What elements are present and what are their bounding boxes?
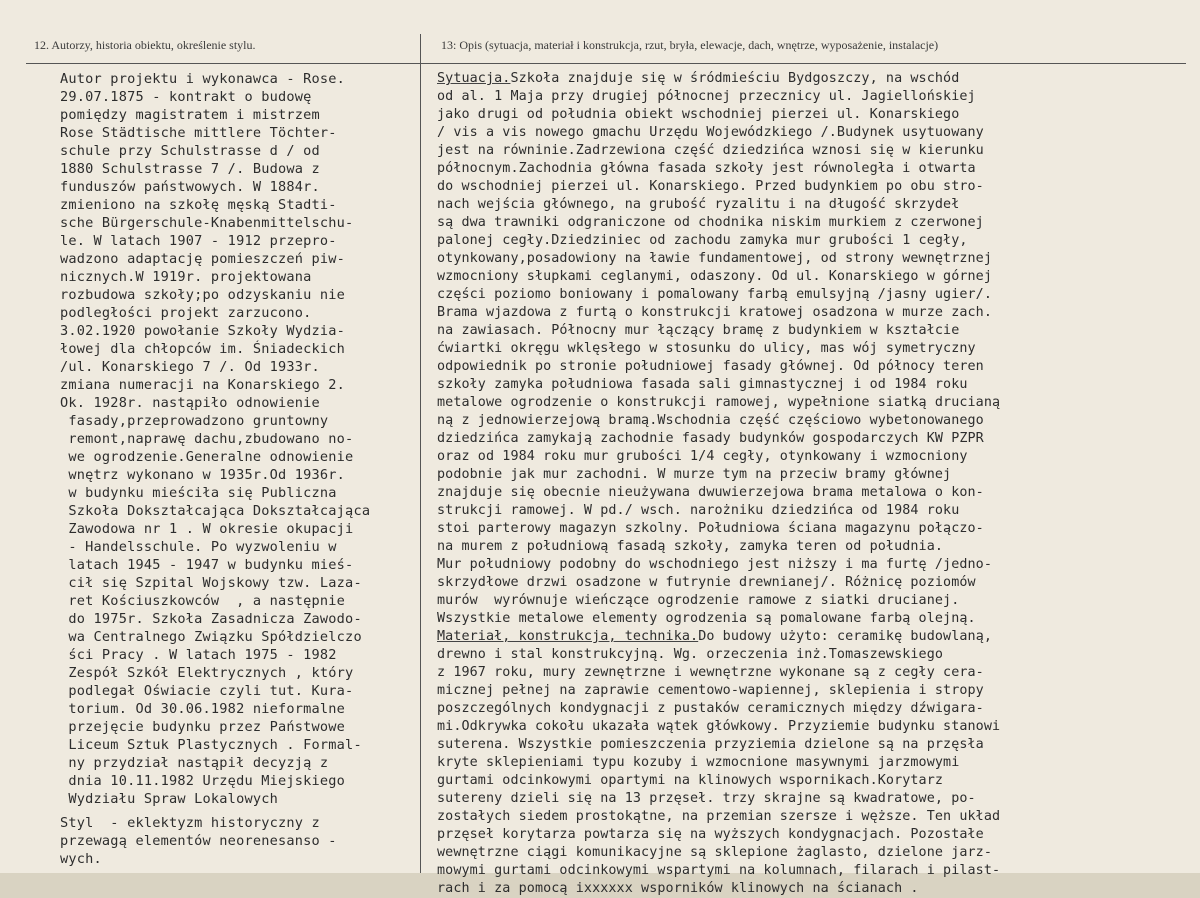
right-text-line-10: palonej cegły.Dziedziniec od zachodu zamyka mur grubości 1 cegły,	[437, 233, 968, 248]
right-text-line-3: jako drugi od południa obiekt wschodniej pierzei ul. Konarskiego	[437, 107, 960, 122]
left-text-line-13: rozbudowa szkoły;po odzyskaniu nie	[60, 287, 346, 303]
right-text-line-7: do wschodniej pierzei ul. Konarskiego. Przed budynkiem po obu stro-	[437, 179, 984, 194]
left-text-line-14: podległości projekt zarzucono.	[60, 305, 312, 321]
right-text-line-23: podobnie jak mur zachodni. W murze tym na przeciw bramy głównej	[437, 467, 952, 482]
style-paragraph	[60, 814, 415, 868]
left-text-line-7: funduszów państwowych. W 1884r.	[60, 179, 320, 195]
right-text-line-42: zostałych siedem prostokątne, na przemian szersze i węższe. Ten układ	[437, 809, 1001, 824]
left-text-line-11: wadzono adaptację pomieszczeń piw-	[60, 251, 346, 267]
right-text-line-5: jest na równinie.Zadrzewiona część dziedzińca wznosi się w kierunku	[437, 143, 984, 158]
right-text-line-40: gurtami odcinkowymi opartymi na klinowych wspornikach.Korytarz	[437, 773, 944, 788]
left-text-line-32: wa Centralnego Związku Spółdzielczo	[60, 629, 362, 645]
left-text-line-9: sche Bürgerschule-Knabenmittelschu-	[60, 215, 354, 231]
right-text-line-18: szkoły zamyka południowa fasada sali gimnastycznej i od 1984 roku	[437, 377, 968, 392]
right-text-line-32: Materiał, konstrukcja, technika.Do budowy użyto: ceramikę budowlaną,	[437, 629, 993, 644]
right-text-line-45: mowymi gurtami odcinkowymi wspartymi na kolumnach, filarach i pilast-	[437, 863, 1001, 878]
left-text-line-30: ret Kościuszkowców , a następnie	[60, 593, 346, 609]
section-heading: Materiał, konstrukcja, technika.	[437, 629, 699, 644]
right-column-header: 13: Opis (sytuacja, materiał i konstrukcja, rzut, bryła, elewacje, dach, wnętrze, wyposażenie, instalacje)	[441, 38, 939, 52]
right-text-line-37: mi.Odkrywka cokołu ukazała wątek główkowy. Przyziemie budynku stanowi	[437, 719, 1001, 734]
left-column-header: 12. Autorzy, historia obiektu, określenie stylu.	[34, 38, 256, 52]
left-text-line-35: podlegał Oświacie czyli tut. Kura-	[60, 683, 354, 699]
right-text-line-19: metalowe ogrodzenie o konstrukcji ramowej, wypełnione siatką drucianą	[437, 395, 1001, 410]
left-text-line-29: cił się Szpital Wojskowy tzw. Laza-	[60, 575, 362, 591]
left-text-line-31: do 1975r. Szkoła Zasadnicza Zawodo-	[60, 611, 362, 627]
right-text-line-2: od al. 1 Maja przy drugiej północnej przecznicy ul. Jagiellońskiej	[437, 89, 976, 104]
right-text-line-33: drewno i stal konstrukcyjną. Wg. orzeczenia inż.Tomaszewskiego	[437, 647, 944, 662]
right-text-line-11: otynkowany,posadowiony na ławie fundamentowej, od strony wewnętrznej	[437, 251, 993, 266]
right-text-line-6: północnym.Zachodnia główna fasada szkoły jest równoległa i otwarta	[437, 161, 976, 176]
left-text-line-3: pomiędzy magistratem i mistrzem	[60, 107, 320, 123]
right-text-line-16: ćwiartki okręgu wklęsłego w stosunku do ulicy, mas wój symetryczny	[437, 341, 976, 356]
left-text-line-20: fasady,przeprowadzono gruntowny	[60, 413, 329, 429]
left-text-line-16: łowej dla chłopców im. Śniadeckich	[60, 341, 346, 357]
left-text-line-41: Wydziału Spraw Lokalowych	[60, 791, 278, 807]
right-text-line-9: są dwa trawniki odgraniczone od chodnika niskim murkiem z czerwonej	[437, 215, 984, 230]
right-text-line-25: strukcji ramowej. W pd./ wsch. narożniku dziedzińca od 1984 roku	[437, 503, 960, 518]
left-text-line-25: Szkoła Dokształcająca Dokształcająca	[60, 503, 371, 519]
description-paragraph	[437, 70, 1197, 898]
left-text-line-24: w budynku mieściła się Publiczna	[60, 485, 337, 501]
right-text-line-27: na murem z południową fasadą szkoły, zamyka teren od południa.	[437, 539, 944, 554]
left-text-line-12: nicznych.W 1919r. projektowana	[60, 269, 312, 285]
right-text-line-8: nach wejścia głównego, na grubość ryzalitu i na długość skrzydeł	[437, 197, 960, 212]
right-text-line-21: dziedzińca zamykają zachodnie fasady budynków gospodarczych KW PZPR	[437, 431, 984, 446]
style-text-line-2: przewagą elementów neorenesanso -	[60, 833, 337, 849]
right-text-line-29: skrzydłowe drzwi osadzone w futrynie drewnianej/. Różnicę poziomów	[437, 575, 976, 590]
left-text-line-10: le. W latach 1907 - 1912 przepro-	[60, 233, 337, 249]
right-text-line-46: rach i za pomocą ixxxxxx wsporników klinowych na ścianach .	[437, 881, 919, 896]
style-text-line-3: wych.	[60, 851, 102, 867]
left-text-line-6: 1880 Schulstrasse 7 /. Budowa z	[60, 161, 320, 177]
left-text-line-4: Rose Städtische mittlere Töchter-	[60, 125, 337, 141]
left-text-line-33: ści Pracy . W latach 1975 - 1982	[60, 647, 337, 663]
right-text-line-20: ną z jednowierzejową bramą.Wschodnia część częściowo wybetonowanego	[437, 413, 984, 428]
right-text-line-1: Sytuacja.Szkoła znajduje się w śródmieściu Bydgoszczy, na wschód	[437, 71, 960, 86]
right-text-line-28: Mur południowy podobny do wschodniego jest niższy i ma furtę /jedno-	[437, 557, 993, 572]
right-text-line-26: stoi parterowy magazyn szkolny. Południowa ściana magazynu połączo-	[437, 521, 984, 536]
left-text-line-28: latach 1945 - 1947 w budynku mieś-	[60, 557, 354, 573]
history-paragraph	[60, 70, 415, 808]
left-text-line-22: we ogrodzenie.Generalne odnowienie	[60, 449, 354, 465]
left-text-line-36: torium. Od 30.06.1982 nieformalne	[60, 701, 346, 717]
right-text-line-14: Brama wjazdowa z furtą o konstrukcji kratowej osadzona w murze zach.	[437, 305, 993, 320]
left-text-line-1: Autor projektu i wykonawca - Rose.	[60, 71, 346, 87]
right-text-line-30: murów wyrównuje wieńczące ogrodzenie ramowe z siatki drucianej.	[437, 593, 960, 608]
left-column-text	[60, 70, 415, 868]
left-text-line-34: Zespół Szkół Elektrycznych , który	[60, 665, 354, 681]
right-text-line-17: odpowiednik po stronie południowej fasady głównej. Od północy teren	[437, 359, 984, 374]
right-text-line-4: / vis a vis nowego gmachu Urzędu Wojewódzkiego /.Budynek usytuowany	[437, 125, 984, 140]
section-heading: Sytuacja.	[437, 71, 511, 86]
left-text-line-15: 3.02.1920 powołanie Szkoły Wydzia-	[60, 323, 346, 339]
column-divider	[420, 34, 421, 873]
right-text-line-39: kryte sklepieniami typu kozuby i wzmocnione masywnymi jarzmowymi	[437, 755, 960, 770]
left-text-line-19: Ok. 1928r. nastąpiło odnowienie	[60, 395, 320, 411]
left-text-line-27: - Handelsschule. Po wyzwoleniu w	[60, 539, 337, 555]
left-text-line-2: 29.07.1875 - kontrakt o budowę	[60, 89, 312, 105]
right-text-line-13: części poziomo boniowany i pomalowany farbą emulsyjną /jasny ugier/.	[437, 287, 993, 302]
right-text-line-15: na zawiasach. Północny mur łączący bramę z budynkiem w kształcie	[437, 323, 960, 338]
right-text-line-31: Wszystkie metalowe elementy ogrodzenia są pomalowane farbą olejną.	[437, 611, 976, 626]
left-text-line-5: schule przy Schulstrasse d / od	[60, 143, 320, 159]
left-text-line-37: przejęcie budynku przez Państwowe	[60, 719, 346, 735]
right-text-line-38: suterena. Wszystkie pomieszczenia przyziemia dzielone są na przęsła	[437, 737, 984, 752]
left-text-line-21: remont,naprawę dachu,zbudowano no-	[60, 431, 354, 447]
left-text-line-17: /ul. Konarskiego 7 /. Od 1933r.	[60, 359, 320, 375]
left-text-line-40: dnia 10.11.1982 Urzędu Miejskiego	[60, 773, 346, 789]
right-text-line-43: przęseł korytarza powtarza się na wyższych kondygnacjach. Pozostałe	[437, 827, 984, 842]
right-text-line-35: micznej pełnej na zaprawie cementowo-wapiennej, sklepienia i stropy	[437, 683, 984, 698]
left-text-line-39: ny przydział nastąpił decyzją z	[60, 755, 329, 771]
right-text-line-36: poszczególnych kondygnacji z pustaków ceramicznych między dźwigara-	[437, 701, 984, 716]
style-text-line-1: Styl - eklektyzm historyczny z	[60, 815, 320, 831]
left-text-line-8: zmieniono na szkołę męską Stadti-	[60, 197, 337, 213]
right-column-text	[437, 70, 1197, 898]
right-text-line-34: z 1967 roku, mury zewnętrzne i wewnętrzne wykonane są z cegły cera-	[437, 665, 984, 680]
right-text-line-12: wzmocniony słupkami ceglanymi, odaszony. Od ul. Konarskiego w górnej	[437, 269, 993, 284]
right-text-line-41: sutereny dzieli się na 13 przęseł. trzy skrajne są kwadratowe, po-	[437, 791, 976, 806]
left-text-line-26: Zawodowa nr 1 . W okresie okupacji	[60, 521, 354, 537]
right-text-line-44: wewnętrzne ciągi komunikacyjne są sklepione żaglasto, dzielone jarz-	[437, 845, 993, 860]
right-text-line-22: oraz od 1984 roku mur grubości 1/4 cegły, otynkowany i wzmocniony	[437, 449, 968, 464]
header-divider	[26, 63, 1186, 64]
right-text-line-24: znajduje się obecnie nieużywana dwuwierzejowa brama metalowa o kon-	[437, 485, 984, 500]
left-text-line-38: Liceum Sztuk Plastycznych . Formal-	[60, 737, 362, 753]
left-text-line-18: zmiana numeracji na Konarskiego 2.	[60, 377, 346, 393]
left-text-line-23: wnętrz wykonano w 1935r.Od 1936r.	[60, 467, 346, 483]
